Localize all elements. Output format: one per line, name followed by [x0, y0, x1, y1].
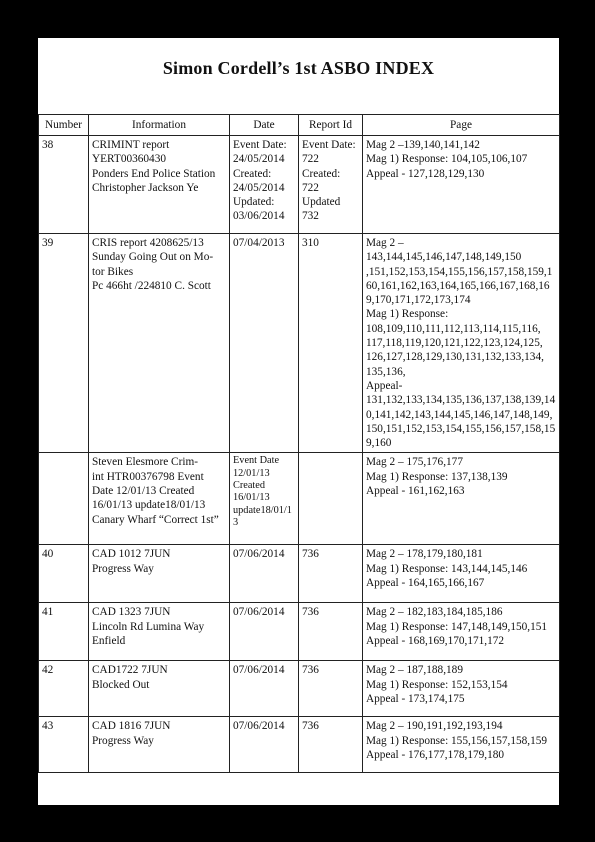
cell-date	[230, 136, 299, 234]
cell-page-line: Mag 1) Response: 143,144,145,146	[366, 562, 528, 575]
cell-page	[363, 717, 560, 773]
header-page: Page	[363, 115, 560, 136]
cell-page	[363, 234, 560, 453]
cell-date-line: 3	[233, 516, 239, 528]
cell-page-line: Mag 1) Response: 155,156,157,158,159	[366, 734, 548, 747]
cell-page	[363, 453, 560, 545]
cell-page-line: Mag 2 –139,140,141,142	[366, 139, 480, 151]
table-row	[39, 136, 560, 234]
cell-date-line: Event Date	[233, 455, 280, 467]
cell-page-line: 131,132,133,134,135,136,137,138,139,14	[366, 394, 556, 407]
cell-report-id	[299, 545, 363, 603]
cell-page	[363, 603, 560, 661]
cell-date-line: 24/05/2014	[233, 181, 285, 194]
cell-information-line: Date 12/01/13 Created	[92, 485, 195, 498]
cell-date-line: 07/06/2014	[233, 548, 285, 561]
cell-information	[89, 234, 230, 453]
cell-information-line: Canary Wharf “Correct 1st”	[92, 513, 219, 526]
cell-page-line: Mag 2 – 182,183,184,185,186	[366, 606, 503, 619]
cell-information-line: tor Bikes	[92, 265, 134, 278]
cell-report-id	[299, 717, 363, 773]
cell-date-line: 07/06/2014	[233, 664, 285, 677]
table-row	[39, 603, 560, 661]
cell-date-line: 07/06/2014	[233, 720, 285, 733]
header-date: Date	[230, 115, 299, 136]
cell-information	[89, 603, 230, 661]
table-row	[39, 234, 560, 453]
cell-information-line: CRIS report 4208625/13	[92, 237, 204, 249]
cell-date-line: 12/01/13	[233, 467, 270, 479]
cell-date-line: Updated:	[233, 196, 275, 209]
cell-date-line: 03/06/2014	[233, 210, 285, 223]
cell-date-line: 24/05/2014	[233, 153, 285, 166]
page-title: Simon Cordell’s 1st ASBO INDEX	[162, 58, 435, 78]
cell-page-line: 0,141,142,143,144,145,146,147,148,149,	[366, 408, 553, 421]
table-row	[39, 453, 560, 545]
cell-information-line: CAD1722 7JUN	[92, 664, 168, 677]
cell-number-line: 43	[42, 720, 54, 733]
table-row	[39, 661, 560, 717]
cell-page-line: Mag 1) Response: 104,105,106,107	[366, 153, 528, 166]
cell-information-line: Sunday Going Out on Mo-	[92, 251, 214, 264]
cell-page-line: Mag 2 – 187,188,189	[366, 664, 463, 677]
cell-number-line: 40	[42, 548, 54, 561]
cell-page	[363, 545, 560, 603]
cell-page-line: 126,127,128,129,130,131,132,133,134,	[366, 351, 544, 364]
cell-page-line: Appeal - 168,169,170,171,172	[366, 635, 505, 648]
cell-number-line: 38	[42, 139, 54, 151]
table-row	[39, 545, 560, 603]
cell-information-line: Christopher Jackson Ye	[92, 181, 199, 194]
cell-information-line: Progress Way	[92, 562, 154, 575]
cell-number	[39, 661, 89, 717]
cell-information-line: Pc 466ht /224810 C. Scott	[92, 279, 211, 292]
header-number: Number	[39, 115, 89, 136]
cell-number	[39, 136, 89, 234]
cell-page-line: Mag 1) Response:	[366, 308, 449, 321]
cell-information-line: Steven Elesmore Crim-	[92, 456, 199, 469]
cell-page-line: 9,160	[366, 437, 392, 450]
cell-information	[89, 661, 230, 717]
cell-information-line: Lincoln Rd Lumina Way	[92, 620, 205, 633]
cell-page-line: 117,118,119,120,121,122,123,124,125,	[366, 337, 543, 350]
cell-report-id-line: 736	[302, 606, 319, 619]
cell-date-line: 16/01/13	[233, 492, 270, 504]
cell-date-line: Event Date:	[233, 139, 287, 151]
cell-number-line: 42	[42, 664, 54, 677]
cell-information-line: Progress Way	[92, 734, 154, 747]
table-row	[39, 717, 560, 773]
cell-date-line: Created:	[233, 167, 272, 180]
cell-page-line: Mag 2 – 190,191,192,193,194	[366, 720, 503, 733]
cell-page-line: Mag 1) Response: 152,153,154	[366, 678, 508, 691]
cell-page-line: Mag 2 – 175,176,177	[366, 456, 463, 469]
cell-number-line: 39	[42, 237, 54, 249]
cell-page-line: Mag 2 –	[366, 237, 404, 249]
cell-number	[39, 603, 89, 661]
cell-date	[230, 545, 299, 603]
table-header-row	[39, 115, 560, 136]
cell-report-id-line: 732	[302, 210, 319, 223]
cell-date	[230, 603, 299, 661]
cell-date	[230, 717, 299, 773]
cell-information	[89, 545, 230, 603]
cell-information-line: 16/01/13 update18/01/13	[92, 499, 206, 512]
cell-page-line: 108,109,110,111,112,113,114,115,116,	[366, 322, 541, 335]
cell-information-line: CAD 1816 7JUN	[92, 720, 171, 733]
cell-information-line: int HTR00376798 Event	[92, 470, 204, 483]
cell-report-id-line: Event Date:	[302, 139, 356, 151]
cell-information	[89, 717, 230, 773]
cell-page-line: ,151,152,153,154,155,156,157,158,159,1	[366, 265, 553, 278]
cell-report-id-line: 722	[302, 181, 319, 194]
cell-page	[363, 136, 560, 234]
cell-report-id	[299, 136, 363, 234]
cell-date-line: update18/01/1	[233, 504, 292, 516]
cell-page-line: Appeal - 127,128,129,130	[366, 167, 485, 180]
header-information: Information	[89, 115, 230, 136]
cell-report-id-line: 736	[302, 548, 319, 561]
cell-page-line: 135,136,	[366, 365, 406, 378]
cell-information-line: Ponders End Police Station	[92, 167, 216, 180]
cell-date-line: 07/06/2014	[233, 606, 285, 619]
cell-report-id-line: Created:	[302, 167, 341, 180]
cell-date	[230, 453, 299, 545]
cell-information-line: Blocked Out	[92, 678, 150, 691]
cell-page	[363, 661, 560, 717]
cell-report-id	[299, 453, 363, 545]
cell-report-id-line: 310	[302, 237, 319, 249]
cell-date	[230, 661, 299, 717]
cell-page-line: Mag 2 – 178,179,180,181	[366, 548, 483, 561]
cell-report-id	[299, 603, 363, 661]
cell-report-id-line: 736	[302, 664, 319, 677]
cell-report-id-line: 736	[302, 720, 319, 733]
cell-page-line: Appeal - 176,177,178,179,180	[366, 749, 505, 762]
table-body	[39, 136, 560, 773]
cell-number-line: 41	[42, 606, 54, 619]
cell-number	[39, 545, 89, 603]
cell-information-line: CRIMINT report	[92, 139, 170, 151]
cell-page-line: 143,144,145,146,147,148,149,150	[366, 251, 522, 264]
cell-number	[39, 717, 89, 773]
cell-date-line: Created	[233, 480, 266, 492]
cell-date-line: 07/04/2013	[233, 237, 285, 249]
cell-report-id	[299, 234, 363, 453]
cell-information-line: CAD 1012 7JUN	[92, 548, 171, 561]
cell-information	[89, 453, 230, 545]
cell-information-line: Enfield	[92, 635, 126, 648]
cell-report-id-line: Updated	[302, 196, 341, 209]
asbo-index-table	[38, 114, 560, 773]
cell-date	[230, 234, 299, 453]
cell-page-line: Mag 1) Response: 147,148,149,150,151	[366, 620, 548, 633]
cell-information	[89, 136, 230, 234]
cell-page-line: Mag 1) Response: 137,138,139	[366, 470, 508, 483]
cell-number	[39, 453, 89, 545]
cell-page-line: Appeal - 173,174,175	[366, 693, 465, 706]
document-page	[38, 38, 559, 805]
cell-report-id-line: 722	[302, 153, 319, 166]
cell-page-line: Appeal - 164,165,166,167	[366, 577, 485, 590]
cell-information-line: YERT00360430	[92, 153, 167, 166]
cell-information-line: CAD 1323 7JUN	[92, 606, 171, 619]
header-report-id: Report Id	[299, 115, 363, 136]
cell-page-line: 9,170,171,172,173,174	[366, 294, 471, 307]
cell-number	[39, 234, 89, 453]
cell-page-line: 150,151,152,153,154,155,156,157,158,15	[366, 422, 556, 435]
cell-report-id	[299, 661, 363, 717]
cell-page-line: Appeal - 161,162,163	[366, 485, 465, 498]
cell-page-line: 60,161,162,163,164,165,166,167,168,16	[366, 279, 550, 292]
cell-page-line: Appeal-	[366, 379, 403, 392]
